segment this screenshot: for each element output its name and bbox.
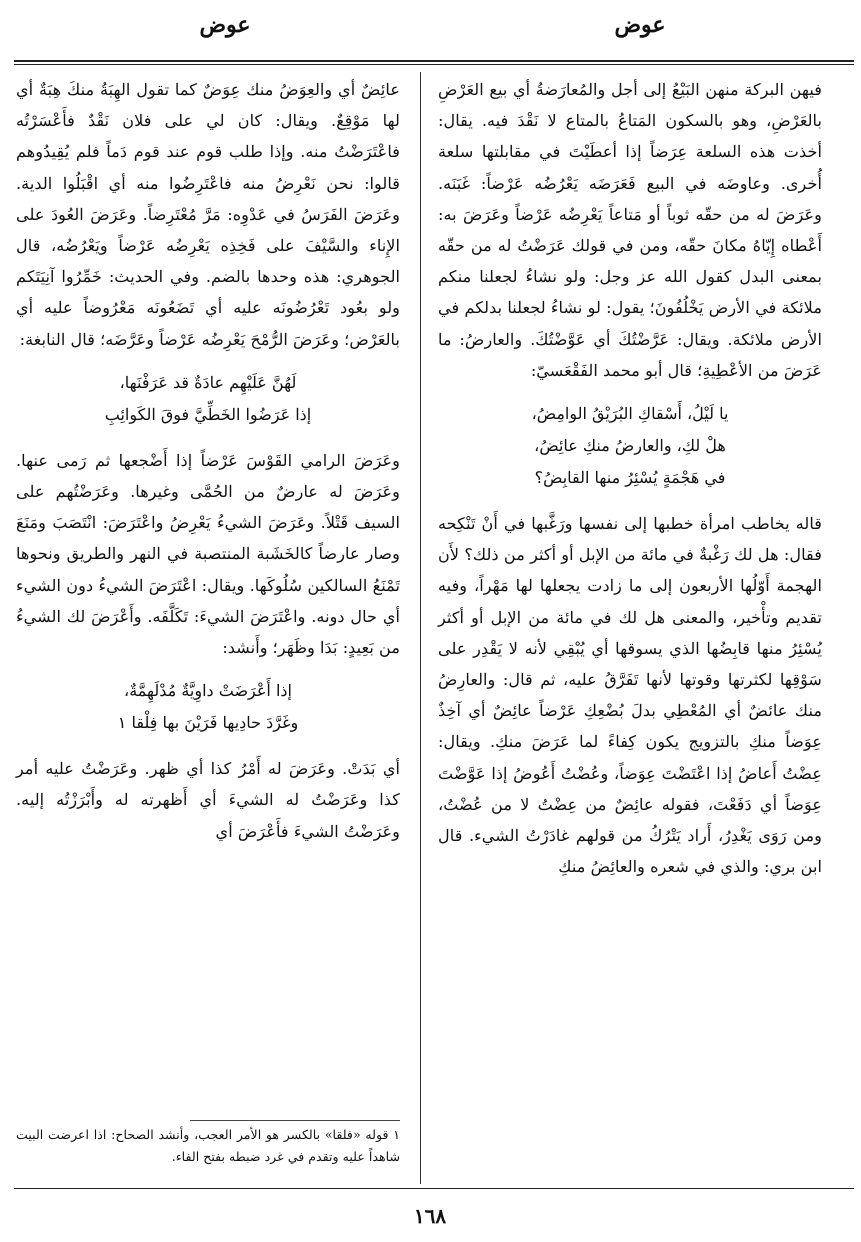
page-number: ١٦٨ bbox=[413, 1204, 447, 1228]
left-paragraph-3: أي بَدَتْ. وعَرَضَ له أَمْرُ كذا أي ظهر. وعَرَضْتُ عليه أمر كذا وعَرَضْتُ له الشيءَ أي أَظهرته له وأَبْرَزْتُه إليه. وعَرَضْتُ الشيءَ فأَعْرَضَ أي bbox=[16, 759, 400, 841]
right-column bbox=[438, 74, 822, 882]
left-paragraph-2: وعَرَضَ الرامي القَوْسَ عَرْضاً إذا أَضْجعها ثم رَمى عنها. وعَرَضَ له عارضٌ من الحُمَّى وغيرها. وعَرَضْتُهم على السيف قَتْلاً. وعَرَضَ الشيءُ يَعْرِضُ واعْتَرَضَ: انْتَصَبَ ومَنَعَ وصار عارضاً كالخَشَبة المنتصبة في النهر والطريق ونحوها تَمْنَعُ السالكين سُلُوكَها. ويقال: اعْتَرَضَ الشيءُ دون الشيء أي حال دونه. واعْتَرَضَ الشيءَ: تَكَلَّفَه. وأَعْرَضَ لك الشيءُ من بَعِيدٍ: بَدَا وظَهَر؛ وأَنشد: bbox=[16, 450, 400, 658]
column-divider bbox=[420, 72, 421, 1184]
verse-line: إذا أَعْرَضَتْ داوِيَّةٌ مُدْلَهِمَّةٌ، bbox=[124, 681, 292, 701]
left-verse-1 bbox=[16, 367, 400, 431]
verse-line: يا لَيْلُ، أَسْقاكِ البُرَيْقُ الوامِضُ، bbox=[531, 404, 729, 424]
right-paragraph-1: فيهن البركة منهن البَيْعُ إلى أجل والمُعارَضةُ أي بيع العَرْضِ بالعَرْضِ، وهو بالسكون المَتاعُ بالمتاع لا نَقْدَ فيه. يقال: أخذت هذه السلعة عِرَضاً إذا أعطَيْتَ في مقابلتها سلعة أُخرى. وعاوضَه في البيع فَعَرَضَه يَعْرُضُه عَرْضاً: غَبَنَه. وعَرَضَ له من حقّه ثوباً أو مَتاعاً يَعْرِضُه عَرْضاً وعَرَضَ به: أَعْطاه إِيّاهُ مكانَ حقّه، ومن في قولك عَرَضْتُ له من حقّه بمعنى البدل كقول الله عز وجل: ولو نشاءُ لجعلنا منكم ملائكة في الأرض يَخْلُفُونَ؛ يقول: لو نشاءُ لجعلنا بدلكم في الأرض ملائكة. ويقال: عَرَّضْتُكَ أي عَوَّضْتُكَ. والعارضُ: ما عَرَضَ من الأعْطِيةِ؛ قال أبو محمد الفَقْعَسيّ: bbox=[438, 80, 822, 380]
header-rule bbox=[14, 60, 854, 62]
verse-line: وغَرَّدَ حادِيها فَرَيْنَ بها فِلْقا ١ bbox=[117, 713, 299, 733]
left-column bbox=[16, 74, 400, 847]
footnote: ١ قوله «فلقا» بالكسر هو الأمر العجب، وأنشد الصحاح: اذا اعرضت البيت شاهداً عليه وتقدم في غرد ضبطه بفتح الفاء. bbox=[16, 1127, 400, 1164]
verse-line: لَهُنَّ عَلَيْهِم عادَةٌ قد عَرَفْنَها، bbox=[119, 372, 297, 392]
left-paragraph-1: عائِضٌ أي والعِوَضُ منك عِوَضٌ كما تقول الهِبَةُ منكَ هِبَةٌ أي لها مَوْقِعٌ. ويقال: كان لي على فلان نَقْدٌ فأَعْسَرْتُه فاعْتَرَضْتُ منه. وإذا طلب قوم عند قوم دَماً فلم يُقِيدُوهم قالوا: نحن نَعْرِضُ منه فاعْتَرِضُوا منه أي اقْبَلُوا الدية. وعَرَضَ الفَرَسُ في عَدْوِه: مَرَّ مُعْتَرِضاً. وعَرَضَ العُودَ على الإِناء والسَّيْفَ على فَخِذِه يَعْرِضُه عَرْضاً ويَعْرُضُه، قال الجوهري: هذه وحدها بالضم. وفي الحديث: خَمِّرُوا آنِيَتَكم ولو بعُود تَعْرُضُونَه عليه أي تَضَعُونَه مَعْرُوضاً عليه أي بالعَرْض؛ وعَرَضَ الرُّمْحَ يَعْرِضُه عَرْضاً وعَرَّضَه؛ قال النابغة: bbox=[16, 80, 400, 349]
right-paragraph-2: قاله يخاطب امرأة خطبها إلى نفسها ورَغَّبها في أَنْ تَنْكِحه فقال: هل لك رَغْبةٌ في مائة من الإبل أو أكثر من ذلك؟ لأَن الهجمة أَوّلُها الأربعون إلى ما زادت يجعلها لها مَهْراً، وفيه تقديم وتأْخير، والمعنى هل لك في مائة من الإبل أو أكثر يُسْئِرُ منها قابِضُها الذي يسوقها أي يُبْقِي لأنه لا يَقْدِر على سَوْقِها لكثرتها وقوتها لأنها تَفَرَّقُ عليه، ثم قال: والعارِضُ منك عائضٌ أي المُعْطِي بدلَ بُضْعِكِ عَرْضاً عائِضٌ أي آخِذٌ عِوَضاً منكِ بالتزويج يكون كِفاءً لما عَرَضَ منكِ. ويقال: عِضْتُ أَعاضُ إذا اعْتَضْتَ عِوَضاً، وعُضْتُ أَعُوضُ إذا عَوَّضْتَ عِوَضاً أي دَفَعْتَ، فقوله عائِضٌ من عِضْتُ لا من عُضْتُ، ومن رَوَى يَغْدِرُ، أَراد يَتْرُكُ من قولهم غادَرْتُ الشيء. قال ابن بري: والذي في شعره والعائِضُ منكِ bbox=[438, 514, 822, 877]
header-rule-thin bbox=[14, 64, 854, 65]
verse-line: إذا عَرَضُوا الخَطِّيَّ فوقَ الكَوائِبِ bbox=[104, 404, 312, 424]
verse-line: هلْ لكِ، والعارضُ منكِ عائِضُ، bbox=[534, 436, 726, 456]
right-verse-1 bbox=[438, 398, 822, 494]
running-header-left: عوض bbox=[199, 12, 251, 38]
verse-line: في هَجْمَةٍ يُسْئِرُ منها القابِضُ؟ bbox=[534, 468, 726, 488]
footer-rule bbox=[14, 1188, 854, 1189]
running-header-right: عوض bbox=[614, 12, 666, 38]
footnote-rule bbox=[190, 1120, 400, 1121]
left-verse-2 bbox=[16, 675, 400, 739]
